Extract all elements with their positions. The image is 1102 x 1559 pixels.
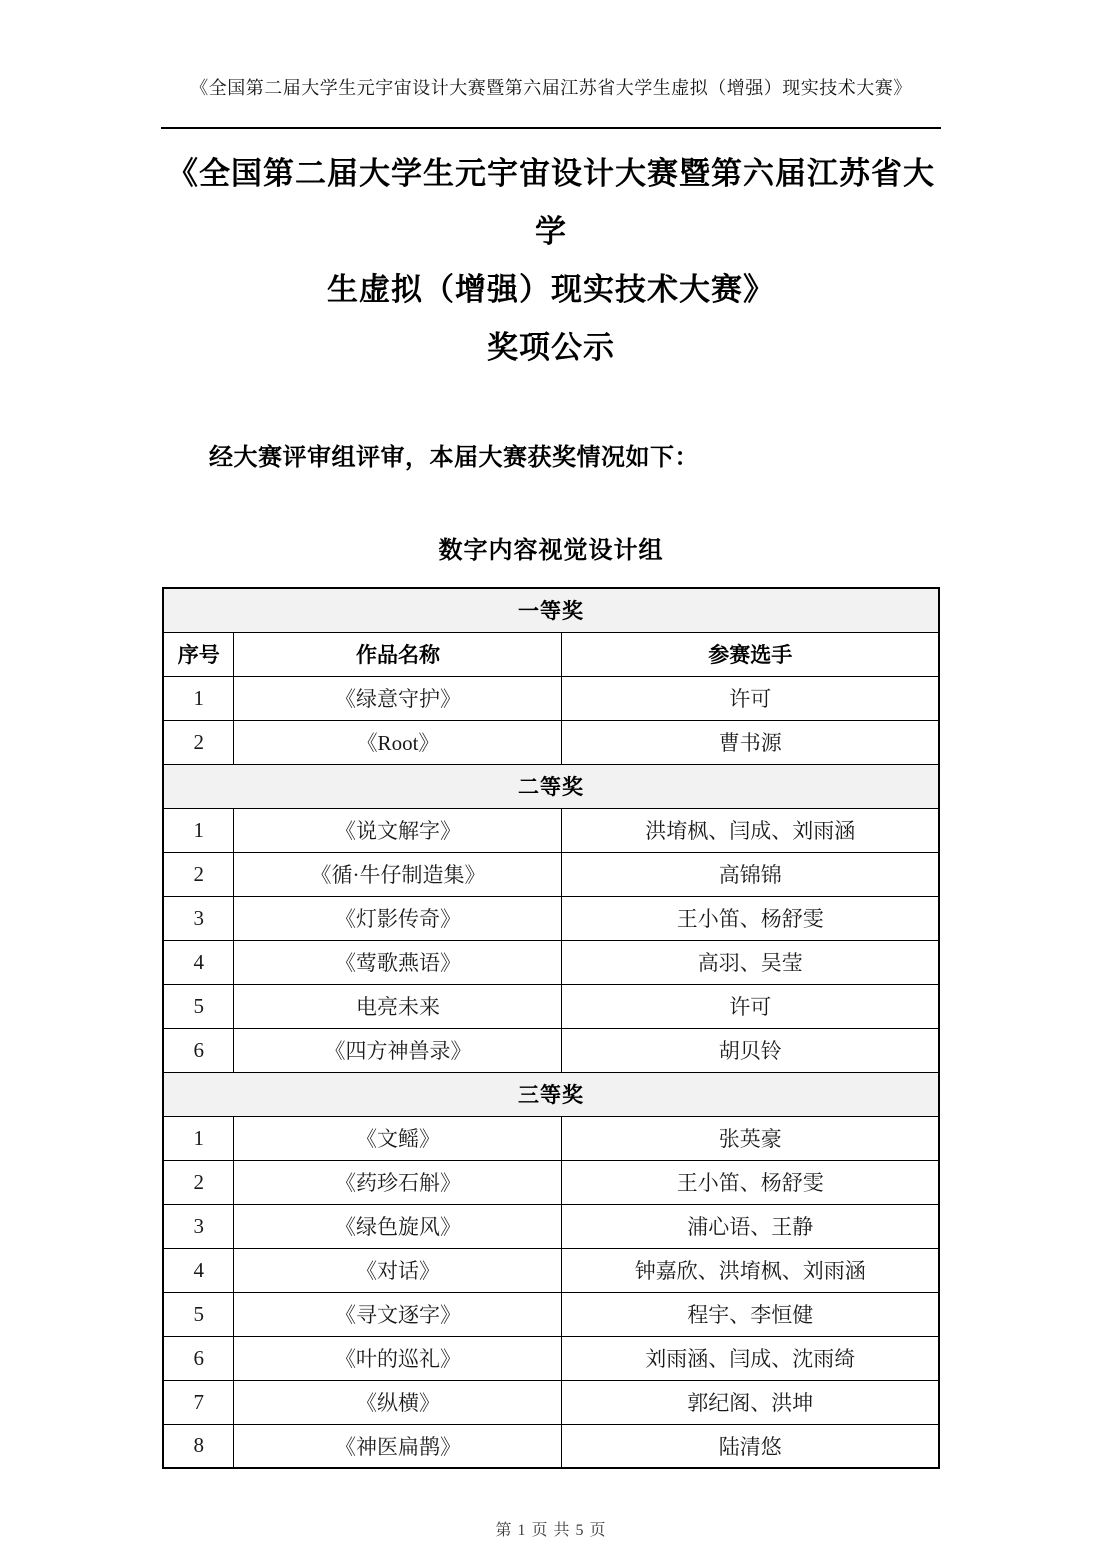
contestants-cell: 王小笛、杨舒雯 (562, 896, 939, 940)
row-number-cell: 4 (163, 940, 234, 984)
contestants-cell: 许可 (562, 676, 939, 720)
work-title-cell: 《叶的巡礼》 (234, 1336, 562, 1380)
work-title-cell: 《绿意守护》 (234, 676, 562, 720)
table-row (163, 676, 939, 720)
work-title-cell: 《四方神兽录》 (234, 1028, 562, 1072)
header-divider (161, 127, 941, 129)
table-row (163, 1160, 939, 1204)
contestants-cell: 洪堉枫、闫成、刘雨涵 (562, 808, 939, 852)
contestants-cell: 陆清悠 (562, 1424, 939, 1468)
table-row (163, 1380, 939, 1424)
contestants-cell: 浦心语、王静 (562, 1204, 939, 1248)
contestants-cell: 胡贝铃 (562, 1028, 939, 1072)
title-line-3: 奖项公示 (487, 330, 615, 365)
contestants-cell: 刘雨涵、闫成、沈雨绮 (562, 1336, 939, 1380)
row-number-cell: 1 (163, 676, 234, 720)
contestants-cell: 许可 (562, 984, 939, 1028)
title-line-2: 生虚拟（增强）现实技术大赛》 (327, 272, 775, 307)
table-row (163, 808, 939, 852)
table-row (163, 1116, 939, 1160)
work-title-cell: 《文鳐》 (234, 1116, 562, 1160)
row-number-cell: 5 (163, 984, 234, 1028)
row-number-cell: 6 (163, 1028, 234, 1072)
awards-table-body (163, 588, 939, 1468)
column-header: 参赛选手 (562, 632, 939, 676)
award-tier-row (163, 1072, 939, 1116)
work-title-cell: 《寻文逐字》 (234, 1292, 562, 1336)
title-line-1: 《全国第二届大学生元宇宙设计大赛暨第六届江苏省大学 (167, 156, 935, 249)
work-title-cell: 《莺歌燕语》 (234, 940, 562, 984)
work-title-cell: 《神医扁鹊》 (234, 1424, 562, 1468)
award-tier-row (163, 764, 939, 808)
table-row (163, 1028, 939, 1072)
contestants-cell: 王小笛、杨舒雯 (562, 1160, 939, 1204)
table-row (163, 1292, 939, 1336)
awards-table (162, 587, 940, 1469)
contestants-cell: 高锦锦 (562, 852, 939, 896)
work-title-cell: 电亮未来 (234, 984, 562, 1028)
table-row (163, 984, 939, 1028)
table-row (163, 852, 939, 896)
award-tier-label: 三等奖 (163, 1072, 939, 1116)
row-number-cell: 3 (163, 896, 234, 940)
table-row (163, 1204, 939, 1248)
row-number-cell: 8 (163, 1424, 234, 1468)
contestants-cell: 张英豪 (562, 1116, 939, 1160)
row-number-cell: 1 (163, 808, 234, 852)
contestants-cell: 高羽、吴莹 (562, 940, 939, 984)
contestants-cell: 曹书源 (562, 720, 939, 764)
contestants-cell: 程宇、李恒健 (562, 1292, 939, 1336)
table-row (163, 1248, 939, 1292)
row-number-cell: 6 (163, 1336, 234, 1380)
row-number-cell: 3 (163, 1204, 234, 1248)
row-number-cell: 2 (163, 1160, 234, 1204)
award-tier-label: 二等奖 (163, 764, 939, 808)
work-title-cell: 《绿色旋风》 (234, 1204, 562, 1248)
table-row (163, 896, 939, 940)
row-number-cell: 5 (163, 1292, 234, 1336)
column-header-row (163, 632, 939, 676)
work-title-cell: 《循·牛仔制造集》 (234, 852, 562, 896)
group-section-title: 数字内容视觉设计组 (438, 537, 664, 564)
work-title-cell: 《对话》 (234, 1248, 562, 1292)
column-header: 序号 (163, 632, 234, 676)
table-row (163, 1424, 939, 1468)
row-number-cell: 4 (163, 1248, 234, 1292)
row-number-cell: 1 (163, 1116, 234, 1160)
column-header: 作品名称 (234, 632, 562, 676)
work-title-cell: 《灯影传奇》 (234, 896, 562, 940)
document-page (161, 0, 941, 1540)
work-title-cell: 《Root》 (234, 720, 562, 764)
document-title (161, 145, 941, 377)
page-number-footer: 第 1 页 共 5 页 (495, 1522, 607, 1539)
work-title-cell: 《纵横》 (234, 1380, 562, 1424)
table-row (163, 940, 939, 984)
table-row (163, 720, 939, 764)
work-title-cell: 《药珍石斛》 (234, 1160, 562, 1204)
award-tier-row (163, 588, 939, 632)
contestants-cell: 钟嘉欣、洪堉枫、刘雨涵 (562, 1248, 939, 1292)
table-row (163, 1336, 939, 1380)
row-number-cell: 2 (163, 720, 234, 764)
running-header: 《全国第二届大学生元宇宙设计大赛暨第六届江苏省大学生虚拟（增强）现实技术大赛》 (190, 78, 912, 98)
work-title-cell: 《说文解字》 (234, 808, 562, 852)
row-number-cell: 7 (163, 1380, 234, 1424)
row-number-cell: 2 (163, 852, 234, 896)
contestants-cell: 郭纪阁、洪坤 (562, 1380, 939, 1424)
intro-paragraph: 经大赛评审组评审，本届大赛获奖情况如下： (209, 444, 699, 471)
award-tier-label: 一等奖 (163, 588, 939, 632)
